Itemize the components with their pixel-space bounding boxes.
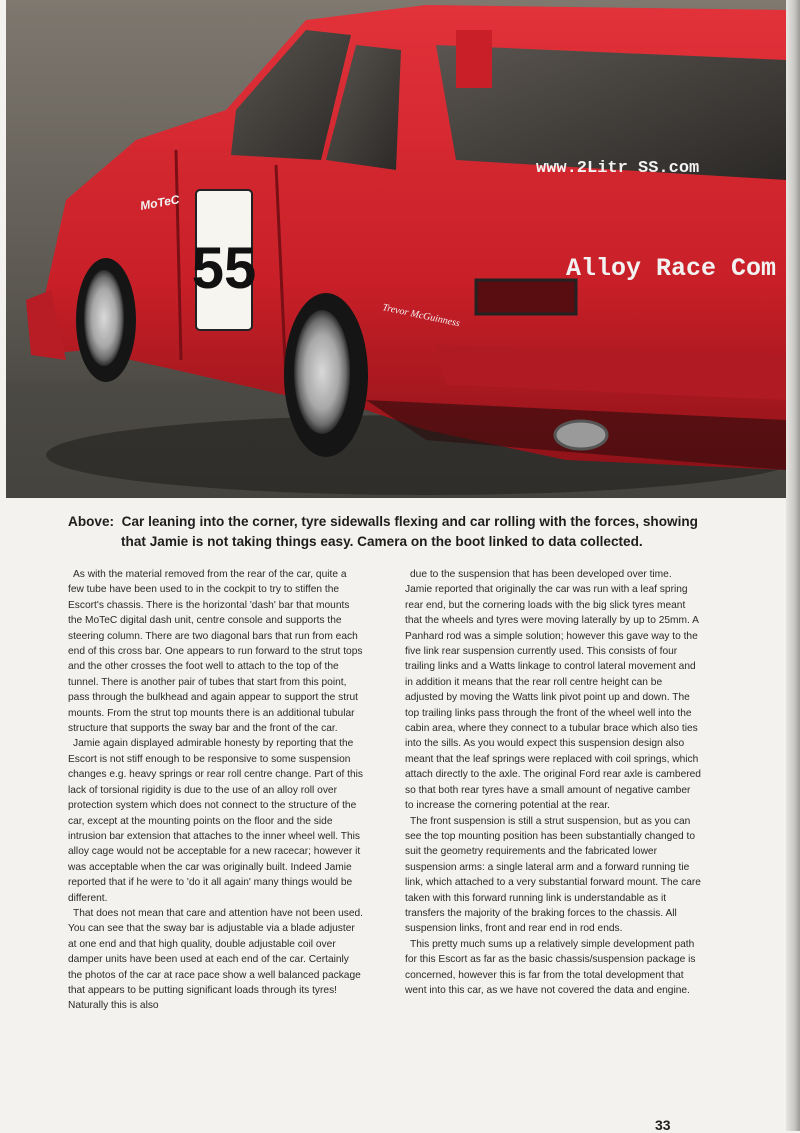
side-decal: Trevor McGuinness [381,302,461,330]
sponsor-decal: Alloy Race Com [566,254,777,283]
caption-label: Above: [68,514,115,529]
paragraph: This pretty much sums up a relatively simple development path for this Escort as far as the basic chassis/suspension package is concerned, however this is far from the total development that went into this car, as we have not covered the data and engine. [405,938,696,996]
paragraph: Jamie again displayed admirable honesty by reporting that the Escort is not stiff enough to be responsive to some suspension changes e.g. heavy springs or rear roll centre change. Part of this lack of torsional rigidity is due to the use of an alloy roll over protection system which does not connect to the structure of the car, except at the mounting points on the floor and the side intrusion bar extension that attaches to the inner wheel well. This alloy cage would not be acceptable for a new racecar; however it was acceptable when the car was originally built. Indeed Jamie reported that if he were to 'do it all again' many things would be different. [68,738,364,904]
photo-caption [68,512,708,552]
caption-line-2: that Jamie is not taking things easy. Camera on the boot linked to data collected. [121,534,643,549]
web-decal: www.2Litr SS.com [536,159,700,178]
door-decal: MoTeC [139,192,181,213]
paragraph: due to the suspension that has been developed over time. Jamie reported that originally the car was run with a leaf spring rear end, but the cornering loads with the big slick tyres meant that the wheels and tyres were moving laterally by up to 25mm. A Panhard rod was a simple solution; however this gave way to the five link rear suspension currently used. This consists of four trailing links and a Watts linkage to control lateral movement and in addition it means that the rear roll centre height can be adjusted by moving the Watts link pivot point up and down. The top trailing links pass through the front of the wheel well into the cabin area, where they connect to a tubular brace which also ties into the sills. As you would expect this suspension design also meant that the leaf springs were replaced with coil springs, which attach directly to the axle. The original Ford rear axle is cambered so that both rear tyres have a small amount of negative camber to increase the cornering potential at the rear. [405,569,701,812]
caption-line-1: Car leaning into the corner, tyre sidewalls flexing and car rolling with the forces, showing [121,514,698,529]
car-number: 55 [191,236,257,301]
page-number: 33 [655,1117,671,1133]
page-edge [786,0,800,1131]
article-column-right [405,567,701,998]
paragraph: The front suspension is still a strut suspension, but as you can see the top mounting position has been substantially changed to suit the geometry requirements and the fabricated lower suspension arms: a single lateral arm and a forward running tie link, which attached to a very substantial forward mount. The care taken with this forward running link is understandable as it transfers the majority of the braking forces to the chassis. All suspension links, front and rear end in rod ends. [405,815,701,935]
paragraph: As with the material removed from the rear of the car, quite a few tube have been used to in the cockpit to try to stiffen the Escort's chassis. There is the horizontal 'dash' bar that mounts the MoTeC digital dash unit, centre console and supports the steering column. There are two diagonal bars that run from each end of this cross bar. One appears to run forward to the strut tops and the other crosses the foot well to attach to the top of the tunnel. There is another pair of tubes that start from this point, pass through the bulkhead and again appear to support the strut mounts. From the strut top mounts there is an additional tubular structure that supports the sway bar and the front of the car. [68,569,363,735]
article-column-left [68,567,364,1014]
race-car-photo [6,0,786,498]
paragraph: That does not mean that care and attention have not been used. You can see that the sway bar is adjustable via a blade adjuster at one end and that high quality, double adjustable coil over damper units have been used at each end of the car. Certainly the photos of the car at race pace show a well balanced package that appears to be putting significant loads through its tyres! Naturally this is also [68,907,363,1012]
